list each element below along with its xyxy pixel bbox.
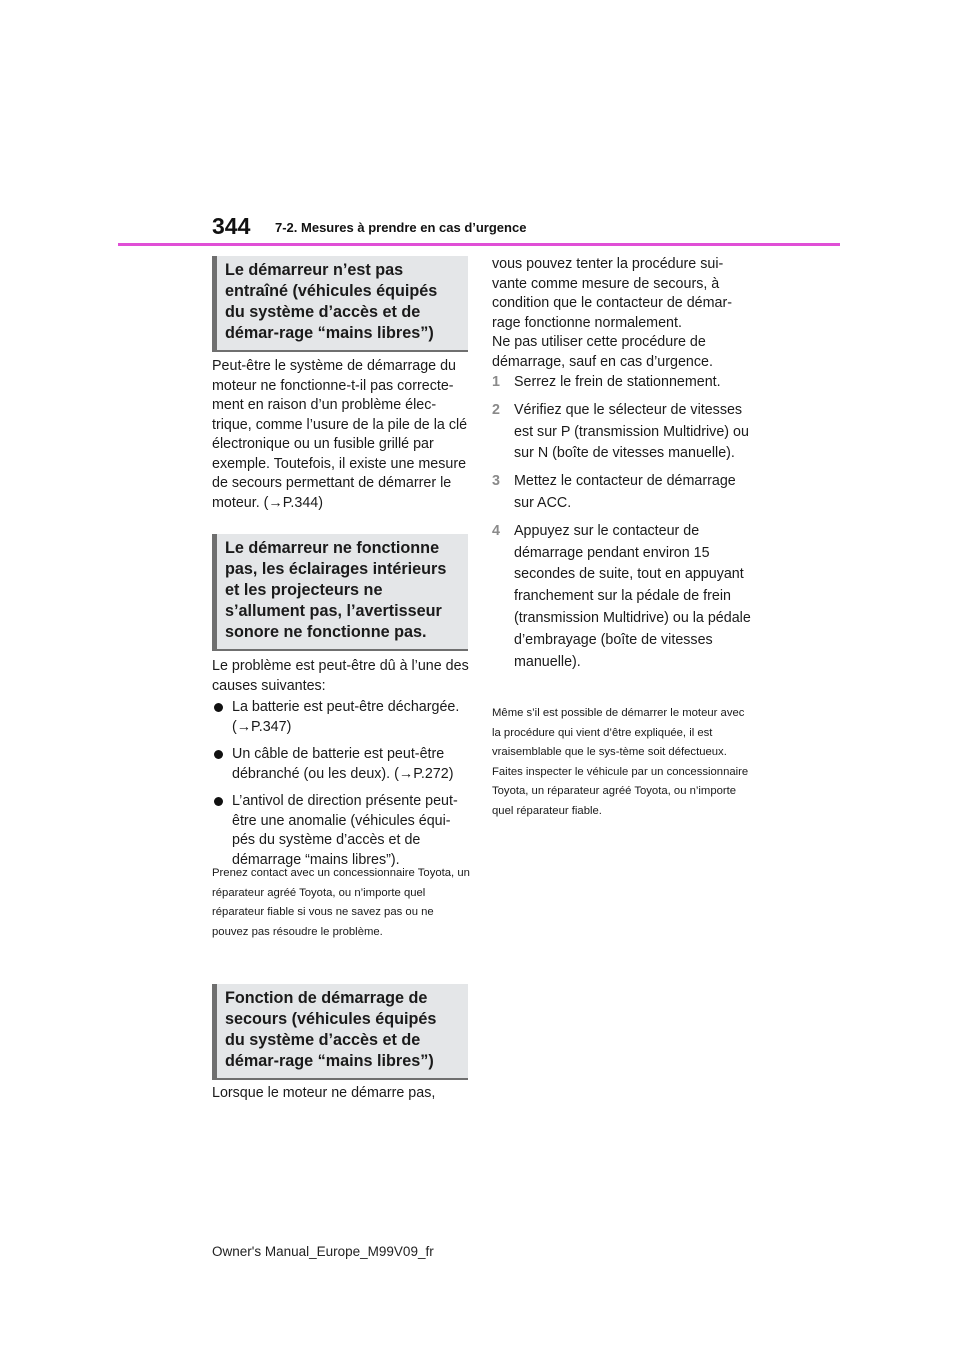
step-number: 4 [492, 522, 500, 539]
list-item [212, 698, 470, 737]
list-item [212, 745, 470, 784]
step-number: 2 [492, 401, 500, 418]
contact-dealer-note: Prenez contact avec un concessionnaire Toyota, un réparateur agréé Toyota, ou n’importe quel réparateur fiable si vous ne savez pas ou ne pouvez pas résoudre le problème. [212, 867, 470, 938]
paragraph-procedure-intro: vous pouvez tenter la procédure sui-vante comme mesure de secours, à condition que le contacteur de démar-rage fonctionne normalement. Ne pas utiliser cette procédure de démarrage, sauf en cas d’urgence. [492, 256, 733, 370]
step-text: Vérifiez que le sélecteur de vitesses est sur P (transmission Multidrive) ou sur N (boîte de vitesses manuelle). [514, 401, 749, 462]
step-number: 3 [492, 473, 500, 490]
step-text: Serrez le frein de stationnement. [514, 374, 721, 390]
bullet-icon [214, 750, 223, 759]
step-item [492, 471, 754, 515]
page-number: 344 [212, 213, 251, 239]
heading-emergency-start: Fonction de démarrage de secours (véhicules équipés du système d’accès et de démar-rage “mains libres”) [212, 984, 468, 1080]
paragraph-possible-causes: Le problème est peut-être dû à l’une des causes suivantes: [212, 658, 469, 694]
causes-list [212, 698, 470, 878]
list-item [212, 792, 470, 870]
step-item [492, 372, 754, 394]
bullet-icon [214, 703, 223, 712]
bullet-icon [214, 797, 223, 806]
paragraph-electrical-problem: Peut-être le système de démarrage du moteur ne fonctionne-t-il pas correcte-ment en raison d’un problème élec-trique, comme l’usure de la pile de la clé électronique ou un fusible grillé par exemple. Toutefois, il existe une mesure de secours permettant de démarrer le moteur. (→P.344) [212, 358, 468, 511]
header-divider [118, 243, 840, 246]
footer-text: Owner's Manual_Europe_M99V09_fr [212, 1244, 434, 1259]
list-item-text: L’antivol de direction présente peut-être une anomalie (véhicules équi-pés du système d’accès et de démarrage “mains libres”). [232, 793, 458, 868]
list-item-text: La batterie est peut-être déchargée. (→P.347) [232, 699, 460, 735]
system-defect-note: Même s’il est possible de démarrer le moteur avec la procédure qui vient d’être expliquée, il est vraisemblable que le sys-tème soit défectueux. Faites inspecter le véhicule par un concessionnaire Toyota, un réparateur agréé Toyota, ou n’importe quel réparateur fiable. [492, 707, 749, 817]
list-item-text: Un câble de batterie est peut-être débranché (ou les deux). (→P.272) [232, 746, 454, 782]
heading-starter-not-cranking: Le démarreur n’est pas entraîné (véhicules équipés du système d’accès et de démar-rage “mains libres”) [212, 256, 468, 352]
procedure-steps [492, 372, 754, 679]
section-title: 7-2. Mesures à prendre en cas d’urgence [275, 220, 527, 235]
step-text: Mettez le contacteur de démarrage sur ACC. [514, 473, 736, 511]
heading-no-lights-no-horn: Le démarreur ne fonctionne pas, les éclairages intérieurs et les projecteurs ne s’allument pas, l’avertisseur sonore ne fonctionne pas. [212, 534, 468, 651]
step-text: Appuyez sur le contacteur de démarrage pendant environ 15 secondes de suite, tout en appuyant franchement sur la pédale de frein (transmission Multidrive) ou la pédale d’embrayage (boîte de vitesses manuelle). [514, 522, 751, 670]
step-item [492, 521, 754, 674]
step-number: 1 [492, 374, 500, 390]
step-item [492, 400, 754, 465]
paragraph-when-engine-fails: Lorsque le moteur ne démarre pas, [212, 1085, 436, 1101]
